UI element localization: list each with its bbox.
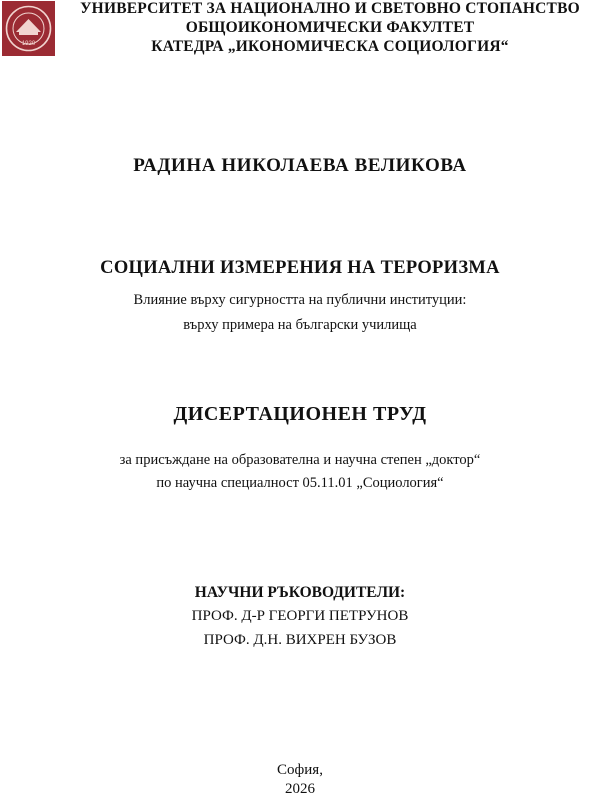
university-name: УНИВЕРСИТЕТ ЗА НАЦИОНАЛНО И СВЕТОВНО СТОПАНСТВО	[80, 0, 580, 17]
purpose-line-2: по научна специалност 05.11.01 „Социология“	[156, 475, 444, 491]
purpose-line-1: за присъждане на образователна и научна степен „доктор“	[119, 452, 481, 468]
document-type: ДИСЕРТАЦИОНЕН ТРУД	[173, 403, 427, 425]
thesis-subtitle-line-2: върху примера на български училища	[183, 317, 417, 333]
footer-year: 2026	[285, 781, 315, 797]
supervisor-name: ПРОФ. Д-Р ГЕОРГИ ПЕТРУНОВ	[191, 608, 409, 624]
logo-emblem-base	[19, 32, 38, 35]
supervisor-name: ПРОФ. Д.Н. ВИХРЕН БУЗОВ	[203, 632, 397, 648]
thesis-subtitle-line-1: Влияние върху сигурността на публични институции:	[133, 292, 467, 308]
supervisors-heading: НАУЧНИ РЪКОВОДИТЕЛИ:	[194, 584, 406, 601]
department-name: КАТЕДРА „ИКОНОМИЧЕСКА СОЦИОЛОГИЯ“	[151, 38, 509, 55]
footer-city: София,	[277, 762, 323, 778]
university-logo	[2, 1, 55, 56]
logo-year: 1920	[21, 41, 36, 47]
thesis-title: СОЦИАЛНИ ИЗМЕРЕНИЯ НА ТЕРОРИЗМА	[100, 258, 500, 278]
faculty-name: ОБЩОИКОНОМИЧЕСКИ ФАКУЛТЕТ	[185, 19, 475, 36]
author-name: РАДИНА НИКОЛАЕВА ВЕЛИКОВА	[133, 155, 467, 176]
